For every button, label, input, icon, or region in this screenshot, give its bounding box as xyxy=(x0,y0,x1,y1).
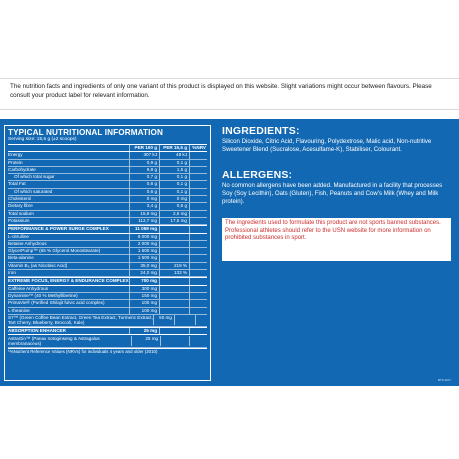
nutrient-value: 100 mg xyxy=(129,308,159,314)
nutrient-value: 0,6 g xyxy=(129,181,159,187)
product-label-panel xyxy=(0,119,459,386)
nutrition-row xyxy=(8,181,207,188)
nutrient-value xyxy=(189,203,207,209)
nutrient-value xyxy=(189,152,207,158)
nutrient-value: 24,0 mg xyxy=(129,270,159,276)
variant-notice: The nutrition facts and ingredients of only one variant of this product is displayed on this website. Slight variations might occur between flavours. Please consult your product label for relevant information. xyxy=(0,78,459,110)
nutrition-row xyxy=(8,189,207,196)
nutrient-value xyxy=(189,196,207,202)
nutrient-value: 11 059 mg xyxy=(129,226,159,232)
nutrient-value xyxy=(189,234,207,240)
header-cell xyxy=(8,145,129,151)
nutrient-value: 48 kJ xyxy=(159,152,189,158)
nutrient-value xyxy=(189,263,207,269)
nutrition-row xyxy=(8,234,207,241)
nutrient-value xyxy=(189,174,207,180)
nutrient-name: Dynamine™ (40 % Methylliberine) xyxy=(8,292,78,298)
nutrient-value xyxy=(189,241,207,247)
nutrient-value xyxy=(159,248,189,254)
label-code: BTS-NUT xyxy=(438,378,451,382)
nutrition-section-row xyxy=(8,327,207,335)
ingredients-heading: INGREDIENTS: xyxy=(222,125,300,137)
nutrient-value: 50 mg xyxy=(153,315,174,325)
nutrition-title: TYPICAL NUTRITIONAL INFORMATION xyxy=(8,128,164,137)
nutrient-name: L-theanine xyxy=(8,307,30,313)
nutrient-value: 0,1 g xyxy=(159,189,189,195)
nutrition-row xyxy=(8,196,207,203)
nutrient-name: Energy xyxy=(8,152,23,158)
nutrient-name: Iron xyxy=(8,270,16,276)
nutrient-value: 112,7 mg xyxy=(129,218,159,224)
nutrient-name: EXTREME FOCUS, ENERGY & ENDURANCE COMPLEX xyxy=(8,278,129,284)
nutrition-section-row xyxy=(8,277,207,285)
nutrient-value xyxy=(159,328,189,334)
nutrient-value: 0 mg xyxy=(159,196,189,202)
nutrient-value: 700 mg xyxy=(129,278,159,284)
nutrition-row xyxy=(8,255,207,262)
nutrient-value xyxy=(189,167,207,173)
header-cell: PER 100 g xyxy=(129,145,159,151)
nutrient-value xyxy=(189,293,207,299)
nutrient-value: 0,6 g xyxy=(129,189,159,195)
nutrient-value xyxy=(189,270,207,276)
nutrient-name: Betaine Anhydrous xyxy=(8,240,47,246)
nutrition-row xyxy=(8,315,207,327)
nutrient-name: Dietary fibre xyxy=(8,203,33,209)
nutrient-value: 25 mg xyxy=(131,336,160,346)
nutrient-value xyxy=(189,160,207,166)
nutrient-value xyxy=(189,181,207,187)
nutrient-value xyxy=(195,315,207,325)
nutrient-value: 0,1 g xyxy=(159,181,189,187)
nutrient-name: Protein xyxy=(8,159,23,165)
nutrition-row xyxy=(8,335,207,347)
nutrient-value xyxy=(159,255,189,261)
nutrient-value: 1 500 mg xyxy=(129,255,159,261)
nutrient-value xyxy=(159,241,189,247)
nutrient-name: Vitamin B₃ (as Nicotinic Acid) xyxy=(8,262,68,268)
nutrition-section-row xyxy=(8,225,207,233)
nutrition-row xyxy=(8,248,207,255)
nutrient-value: 0,1 g xyxy=(159,160,189,166)
nutrient-name: PERFORMANCE & POWER SURGE COMPLEX xyxy=(8,226,109,232)
nutrient-name: Cholesterol xyxy=(8,196,32,202)
ingredients-text: Silicon Dioxide, Citric Acid, Flavouring, Polydextrose, Malic acid, Non-nutritive Sweetener Blend (Sucralose, Acesulfame-K), Stabiliser, Colourant. xyxy=(222,138,432,153)
nutrient-value: 6 000 mg xyxy=(129,234,159,240)
nutrient-name: L-citrulline xyxy=(8,233,29,239)
nutrient-value xyxy=(159,293,189,299)
nutrient-value: 0,9 g xyxy=(129,160,159,166)
nutrient-value: 307 kJ xyxy=(129,152,159,158)
nutrient-name: Of which total sugar xyxy=(14,174,55,180)
nutrition-table xyxy=(4,125,211,381)
nutrition-header-row xyxy=(8,145,207,152)
nutrient-value: 133 % xyxy=(159,270,189,276)
nutrient-value xyxy=(159,234,189,240)
nutrient-value: 300 mg xyxy=(129,286,159,292)
nutrition-row xyxy=(8,241,207,248)
nutrient-name: Of which saturated xyxy=(14,188,53,194)
nutrient-value xyxy=(159,226,189,232)
nutrient-value: 219 % xyxy=(159,263,189,269)
nutrient-value xyxy=(189,336,207,346)
nutrient-name: Total sodium xyxy=(8,210,34,216)
nutrient-value xyxy=(159,300,189,306)
nutrient-value xyxy=(189,226,207,232)
nutrition-row xyxy=(8,263,207,270)
nutrient-value xyxy=(189,211,207,217)
nutrition-row xyxy=(8,270,207,277)
nutrient-value: 2,5 mg xyxy=(159,211,189,217)
nutrition-rows xyxy=(8,152,207,347)
nutrient-name: Potassium xyxy=(8,217,30,223)
nutrient-value: 17,5 mg xyxy=(159,218,189,224)
nutrient-value: 25 mg xyxy=(129,328,159,334)
nutrient-value: 9,8 g xyxy=(129,167,159,173)
nutrition-row xyxy=(8,203,207,210)
nutrient-name: Total Fat xyxy=(8,181,26,187)
nutrient-name: Beta-alanine xyxy=(8,255,34,261)
nutrition-row xyxy=(8,160,207,167)
header-cell: PER 15,5 g xyxy=(159,145,189,151)
nutrient-value xyxy=(189,218,207,224)
nutrient-value: 2 000 mg xyxy=(129,241,159,247)
nutrient-name: GlycerPump™ (65 % Glycerol Monostearate) xyxy=(8,248,101,254)
nutrient-value xyxy=(189,286,207,292)
nutrient-value: 0,7 g xyxy=(129,174,159,180)
nutrient-value: 15,9 mg xyxy=(129,211,159,217)
header-cell: %NRV xyxy=(189,145,207,151)
nutrient-name: PrimaVie® (Purified Shilajit fulvic acid complex) xyxy=(8,300,105,306)
nutrient-value xyxy=(159,308,189,314)
nutrient-name: ABSORPTION ENHANCER xyxy=(8,328,66,334)
nutrition-row xyxy=(8,300,207,307)
allergens-heading: ALLERGENS: xyxy=(222,169,293,181)
nutrition-row xyxy=(8,152,207,159)
nutrition-row xyxy=(8,211,207,218)
nutrient-value: 1,5 g xyxy=(159,167,189,173)
serving-size: Serving size: 15,5 g (±2 scoops) xyxy=(8,137,207,145)
nutrient-value xyxy=(189,189,207,195)
nutrition-row xyxy=(8,167,207,174)
nutrition-row xyxy=(8,218,207,225)
nutrition-row xyxy=(8,286,207,293)
nutrient-value: 35,0 mg xyxy=(129,263,159,269)
nutrient-value xyxy=(159,286,189,292)
nutrient-value xyxy=(189,328,207,334)
nutrient-value: 0,1 g xyxy=(159,174,189,180)
nutrient-value xyxy=(189,278,207,284)
nutrient-value xyxy=(189,248,207,254)
nutrition-footnote: *%Nutrient Reference Values (NRVs) for individuals 4 years and older (2010) xyxy=(8,348,207,355)
nutrient-name: Caffeine Anhydrous xyxy=(8,285,49,291)
nutrient-value xyxy=(189,300,207,306)
nutrient-value xyxy=(160,336,189,346)
nutrient-value: 0,5 g xyxy=(159,203,189,209)
nutrient-value: 3,4 g xyxy=(129,203,159,209)
banned-substances-warning: The ingredients used to formulate this product are not sports banned substances. Professional athletes should refer to the USN website for more information on prohibited substances in sport. xyxy=(222,218,451,261)
nutrient-name: S7™ (Green Coffee Bean Extract, Green Tea Extract, Turmeric Extract, Tart Cherry, Blueberry, Broccoli, Kale) xyxy=(8,315,153,326)
nutrient-value: 100 mg xyxy=(129,300,159,306)
nutrient-value xyxy=(159,278,189,284)
nutrient-value: 0 mg xyxy=(129,196,159,202)
nutrition-row xyxy=(8,174,207,181)
allergens-text: No common allergens have been added. Manufactured in a facility that processes Soy (Soy Lecithin), Oats (Gluten), Fish, Peanuts and Cow’s Milk (Whey and Milk protein). xyxy=(222,182,443,205)
nutrition-row xyxy=(8,308,207,315)
nutrient-value: 1 500 mg xyxy=(129,248,159,254)
nutrient-name: AstraGin™ (Panax notoginseng & Astragalus membranaceus) xyxy=(8,335,100,346)
nutrition-row xyxy=(8,293,207,300)
nutrient-value xyxy=(189,308,207,314)
nutrient-value xyxy=(174,315,195,325)
nutrient-name: Carbohydrate xyxy=(8,166,36,172)
nutrient-value: 150 mg xyxy=(129,293,159,299)
nutrient-value xyxy=(189,255,207,261)
